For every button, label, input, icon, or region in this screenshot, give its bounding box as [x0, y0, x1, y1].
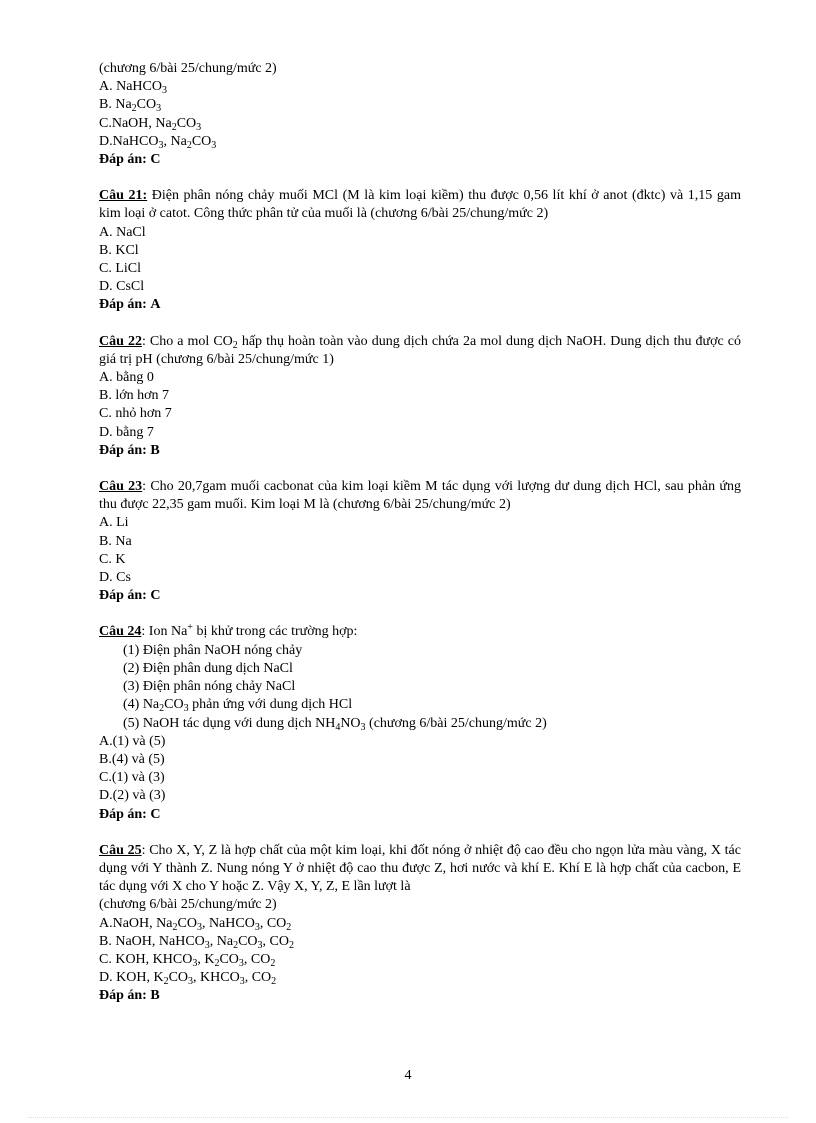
q22-option-c: C. nhỏ hơn 7: [99, 406, 172, 422]
q25-option-b: B. NaOH, NaHCO$_3$, $Na_2CO_3$, $CO_2$: [99, 933, 294, 951]
q25-stem: Câu 25: Cho X, Y, Z là hợp chất của một kim loại, khi đốt nóng ở nhiệt độ cao đều cho ngọn lửa màu vàng, X tác dụng với Y thành Z. Nung nóng Y ở nhiệt độ cao thu được Z, hơi nước và khí E. Khí E là hợp chất của cacbon, E tác dụng với X cho Y hoặc Z. Vậy X, Y, Z, E lần lượt là: [99, 842, 741, 895]
q22-option-a: A. bằng 0: [99, 370, 154, 386]
q20-option-b: B. $Na_2CO_3$: [99, 97, 162, 115]
q20-option-a: A. NaHCO$_3$: [99, 79, 167, 97]
q24-option-b: B.(4) và (5): [99, 751, 165, 767]
q25-option-a: A.NaOH, $Na_2CO_3$, NaHCO$_3$, $CO_2$: [99, 915, 292, 933]
page-number: 4: [404, 1068, 412, 1083]
q25-option-c: C. KOH, $KHCO_3$, $K_2CO_3$, $CO_2$: [99, 951, 276, 969]
q24-option-c: C.(1) và (3): [99, 770, 165, 786]
page-bottom-divider: [28, 1117, 788, 1118]
q23-stem: Câu 23: Cho 20,7gam muối cacbonat của kim loại kiềm M tác dụng với lượng dư dung dịch HCl, sau phản ứng thu được 22,35 gam muối. Kim loại M là (chương 6/bài 25/chung/mức 2): [99, 479, 741, 513]
q24-case-3: (3) Điện phân nóng chảy NaCl: [123, 679, 296, 695]
q24-case-1: (1) Điện phân NaOH nóng chảy: [123, 642, 303, 658]
q21-option-a: A. NaCl: [99, 224, 146, 240]
q20-answer: Đáp án: C: [99, 152, 161, 168]
q20-option-d: D.NaHCO$_3$, $Na_2CO_3$: [99, 133, 217, 151]
q24-case-4: (4) $Na_2CO_3$ phản ứng với dung dịch HCl: [123, 697, 353, 715]
q22-option-b: B. lớn hơn 7: [99, 388, 170, 404]
q25-answer: Đáp án: B: [99, 988, 160, 1004]
q23-answer: Đáp án: C: [99, 588, 161, 604]
q22-answer: Đáp án: B: [99, 442, 160, 458]
q20-meta: (chương 6/bài 25/chung/mức 2): [99, 61, 277, 76]
q24-answer: Đáp án: C: [99, 806, 161, 822]
q24-case-2: (2) Điện phân dung dịch NaCl: [123, 660, 293, 676]
q23-option-a: A. Li: [99, 515, 129, 531]
q24-label: Câu 24: [99, 624, 142, 640]
q22-option-d: D. bằng 7: [99, 424, 154, 440]
q24-option-a: A.(1) và (5): [99, 733, 166, 749]
q25-option-d: D. KOH, $K_2CO_3$, $KHCO_3$, $CO_2$: [99, 970, 277, 988]
q22-stem: Câu 22: Cho a mol $CO_2$ hấp thụ hoàn toàn vào dung dịch chứa 2a mol dung dịch NaOH. Dung dịch thu được có giá trị pH (chương 6/bài 25/chung/mức 1): [99, 333, 741, 367]
q23-option-d: D. Cs: [99, 570, 131, 586]
q23-option-b: B. Na: [99, 533, 132, 549]
q25-label: Câu 25: [99, 842, 142, 858]
q21-stem: Câu 21: Điện phân nóng chảy muối MCl (M là kim loại kiềm) thu được 0,56 lít khí ở anot (đktc) và 1,15 gam kim loại ở catot. Công thức phân tử của muối là (chương 6/bài 25/chung/mức 2): [99, 188, 742, 222]
document-page: [99, 60, 741, 1006]
q24-stem: Câu 24: Ion Na+ bị khử trong các trường hợp:: [99, 622, 358, 640]
q23-option-c: C. K: [99, 551, 126, 567]
q21-option-b: B. KCl: [99, 242, 139, 258]
q24-option-d: D.(2) và (3): [99, 788, 166, 804]
q23-label: Câu 23: [99, 479, 143, 495]
q21-option-d: D. CsCl: [99, 279, 145, 295]
q22-label: Câu 22: [99, 333, 142, 349]
q21-option-c: C. LiCl: [99, 261, 142, 277]
q20-option-c: C.NaOH, $Na_2CO_3$: [99, 115, 202, 133]
q21-label: Câu 21:: [99, 188, 148, 204]
q24-case-5: (5) NaOH tác dụng với dung dịch $NH_4NO_3$ (chương 6/bài 25/chung/mức 2): [123, 715, 547, 733]
q25-meta: (chương 6/bài 25/chung/mức 2): [99, 897, 277, 913]
q21-answer: Đáp án: A: [99, 297, 161, 313]
